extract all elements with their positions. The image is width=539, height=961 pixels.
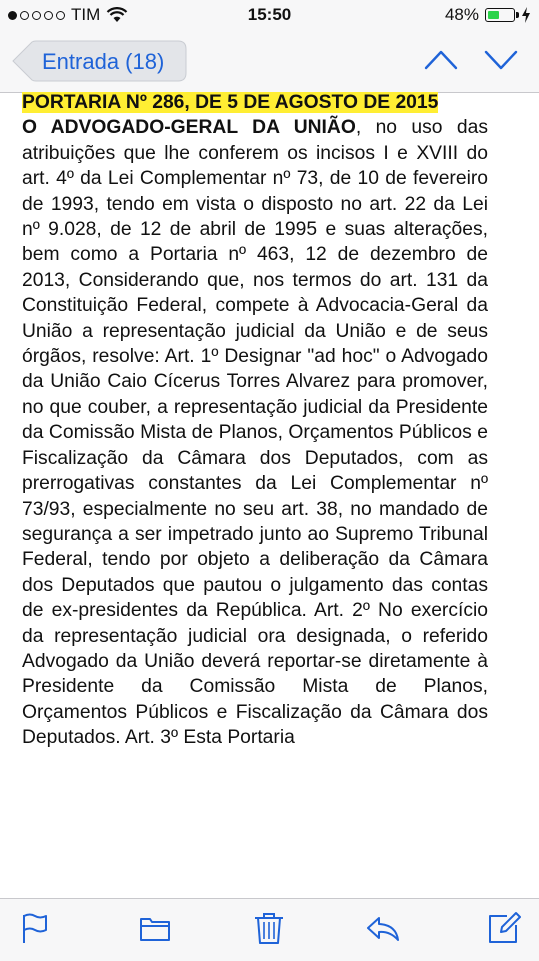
reply-icon[interactable] (366, 911, 400, 945)
battery-tip (516, 12, 519, 18)
back-to-inbox-button[interactable] (12, 40, 187, 82)
mail-nav-bar (0, 30, 539, 93)
message-toolbar (0, 898, 539, 961)
status-right (445, 5, 531, 25)
trash-icon[interactable] (252, 911, 286, 945)
document-body (22, 115, 488, 750)
battery-percent: 48% (444, 5, 479, 24)
document-title: PORTARIA Nº 286, DE 5 DE AGOSTO DE 2015 (22, 92, 439, 113)
clock: 15:50 (247, 5, 292, 24)
battery-level (488, 11, 499, 19)
back-button-label: Entrada (18) (42, 49, 165, 74)
flag-icon[interactable] (18, 911, 52, 945)
status-bar (0, 0, 539, 30)
document-title-line (22, 90, 488, 115)
message-body (22, 90, 488, 898)
battery-icon (485, 8, 515, 22)
document-lead: O ADVOGADO-GERAL DA UNIÃO (22, 117, 356, 139)
charging-bolt-icon (521, 7, 531, 23)
folder-icon[interactable] (138, 911, 172, 945)
carrier-label: TIM (71, 5, 101, 24)
chevron-up-icon[interactable] (424, 46, 458, 72)
chevron-down-icon[interactable] (484, 46, 518, 72)
document-body-text: , no uso das atribuições que lhe conferem os incisos I e XVIII do art. 4º da Lei Complementar nº 73, de 10 de fevereiro de 1993, tendo em vista o disposto no art. 22 da Lei nº 9.028, de 12 de abril de 1995 e suas alterações, bem como a Portaria nº 463, 12 de dezembro de 2013, Considerando que, nos termos do art. 131 da Constituição Federal, compete à Advocacia-Geral da União a representação judicial da União e de seus órgãos, resolve: Art. 1º Designar "ad hoc" o Advogado da União Caio Cícerus Torres Alvarez para promover, no que couber, a representação judicial da Presidente da Comissão Mista de Planos, Orçamentos Públicos e Fiscalização da Câmara dos Deputados, com as prerrogativas constantes da Lei Complementar nº 73/93, especialmente no seu art. 38, no mandado de segurança a ser impetrado junto ao Supremo Tribunal Federal, tendo por objeto a deliberação da Câmara dos Deputados que pautou o julgamento das contas de ex-presidentes da República. Art. 2º No exercício da representação judicial ora designada, o referido Advogado da União deverá reportar-se diretamente à Presidente da Comissão Mista de Planos, Orçamentos Públicos e Fiscalização da Câmara dos Deputados. Art. 3º Esta Portaria (22, 117, 488, 749)
compose-icon[interactable] (487, 911, 521, 945)
